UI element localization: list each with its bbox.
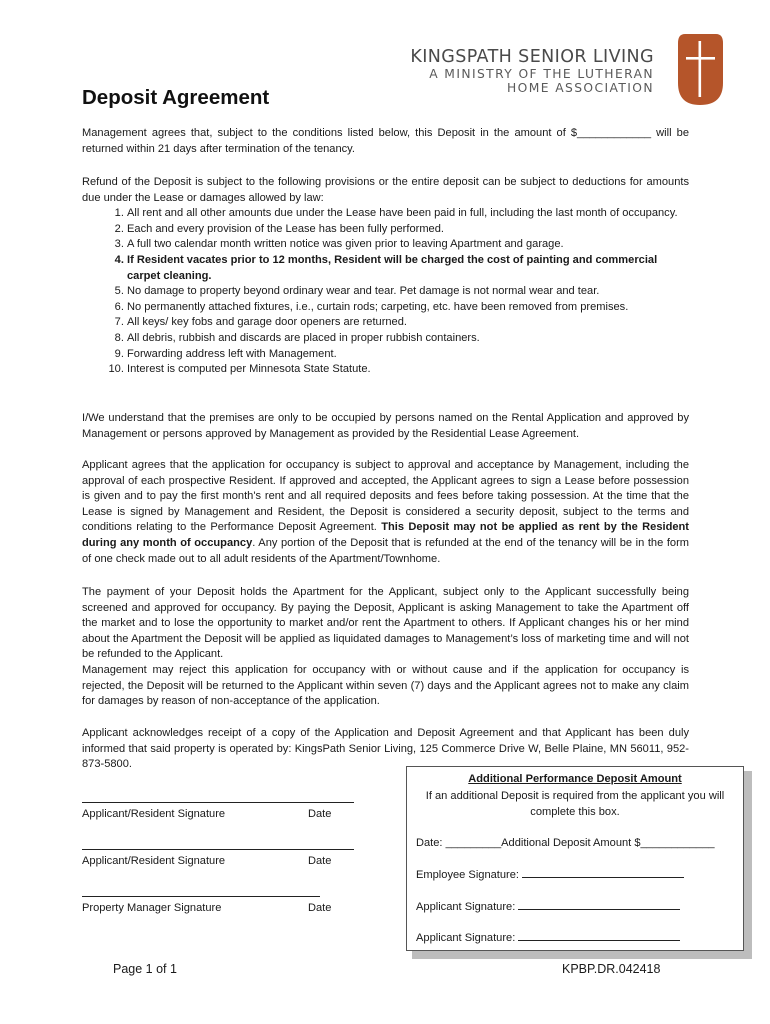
- employee-signature-blank[interactable]: [522, 877, 684, 878]
- box-subtitle-line: If an additional Deposit is required from the applicant you will: [425, 790, 725, 802]
- applicant-text-2: . Any portion of the Deposit that is refunded at the end of the tenancy will be in the form of one check made out to all adult residents of the Apartment/Townhome.: [82, 536, 690, 565]
- signature-line[interactable]: [82, 896, 320, 897]
- logo-text: [410, 47, 654, 95]
- condition-item: 8. All debris, rubbish and discards are placed in proper rubbish containers.: [127, 331, 689, 347]
- applicant-signature-label: Applicant Signature:: [416, 901, 516, 913]
- condition-item: 7. All keys/ key fobs and garage door openers are returned.: [127, 315, 689, 331]
- signature-row-2: [82, 849, 354, 867]
- refund-section: [82, 175, 689, 378]
- signature-label: Property Manager Signature: [82, 902, 222, 914]
- box-subtitle-line: complete this box.: [530, 805, 620, 818]
- payment-section: [82, 585, 689, 710]
- condition-item: 9. Forwarding address left with Management.: [127, 347, 689, 363]
- box-date-label: Date: _________: [416, 837, 502, 849]
- condition-item: 2. Each and every provision of the Lease has been fully performed.: [127, 222, 689, 238]
- condition-item-bold: 4. If Resident vacates prior to 12 months, Resident will be charged the cost of painting and commercial carpet cleaning.: [127, 253, 689, 284]
- condition-item: 5. No damage to property beyond ordinary wear and tear. Pet damage is not normal wear and tear.: [127, 284, 689, 300]
- applicant-text-1: Applicant agrees that the application for occupancy is subject to approval and acceptance by Management, including the approval of each prospective Resident. If approved and accepted, the Applicant agrees to sign a Lease before possession is given and to pay the first month's rent and all required deposits and fees before taking possession. At the time that the Lease is signed by Management and Resident, the Deposit is considered a security deposit, subject to the terms and conditions relating to the Performance Deposit Agreement.: [82, 459, 689, 534]
- payment-paragraph: The payment of your Deposit holds the Apartment for the Applicant, subject only to the Applicant successfully being screened and approved for occupancy. By paying the Deposit, Applicant is asking Management to take the Apartment off the market and to lose the opportunity to market and/or rent the Apartment to others. If Applicant changes his or her mind about the Apartment the Deposit will be applied as liquidated damages to Management’s loss of marketing time and will not be refunded to the Applicant.: [82, 586, 689, 661]
- additional-deposit-box: [406, 766, 744, 951]
- cross-logo-icon: [677, 33, 724, 106]
- document-title: Deposit Agreement: [82, 86, 270, 109]
- signature-row-1: [82, 802, 354, 820]
- conditions-list: [82, 206, 689, 378]
- box-amount-label: Additional Deposit Amount $____________: [501, 837, 715, 849]
- logo-line-3: HOME ASSOCIATION: [506, 81, 654, 95]
- employee-signature-label: Employee Signature:: [416, 869, 519, 881]
- condition-item: 1. All rent and all other amounts due under the Lease have been paid in full, including the last month of occupancy.: [127, 206, 689, 222]
- signature-line[interactable]: [82, 849, 354, 850]
- applicant-signature-label: Applicant Signature:: [416, 932, 516, 944]
- signature-row-3: [82, 896, 332, 914]
- applicant-signature-field-2[interactable]: [416, 932, 680, 944]
- reject-paragraph: Management may reject this application for occupancy with or without cause and if the application for occupancy is rejected, the Deposit will be returned to the Applicant within seven (7) days and the Applicant agrees not to make any claim for damages by reason of non-acceptance of the application.: [82, 663, 689, 708]
- applicant-text-bold: This Deposit may not be applied as rent by the Resident during any month of occupancy: [82, 521, 690, 549]
- acknowledge-paragraph: Applicant acknowledges receipt of a copy of the Application and Deposit Agreement and that Applicant has been duly informed that said property is operated by: KingsPath Senior Living, 125 Commerce Drive W, Belle Plaine, MN 56011, 952-873-5800.: [82, 727, 689, 771]
- intro-paragraph: Management agrees that, subject to the conditions listed below, this Deposit in the amount of $____________ will be returned within 21 days after termination of the tenancy.: [82, 127, 689, 155]
- document-code: KPBP.DR.042418: [562, 962, 661, 976]
- signature-label: Applicant/Resident Signature: [82, 855, 226, 867]
- date-label: Date: [308, 855, 332, 867]
- applicant-paragraph: [82, 458, 689, 567]
- condition-item: 10. Interest is computed per Minnesota State Statute.: [127, 362, 689, 378]
- logo-line-2: A MINISTRY OF THE LUTHERAN: [429, 67, 654, 81]
- date-label: Date: [308, 902, 332, 914]
- box-date-amount[interactable]: [416, 837, 715, 849]
- understand-paragraph: I/We understand that the premises are only to be occupied by persons named on the Rental Application and approved by Management or persons approved by Management as provided by the Residential Lease Agreement.: [82, 412, 689, 440]
- logo-line-1: KINGSPATH SENIOR LIVING: [410, 47, 654, 67]
- date-label: Date: [308, 808, 332, 820]
- applicant-signature-field-1[interactable]: [416, 901, 680, 913]
- condition-item: 6. No permanently attached fixtures, i.e., curtain rods; carpeting, etc. have been removed from premises.: [127, 300, 689, 316]
- refund-intro: Refund of the Deposit is subject to the following provisions or the entire deposit can be subject to deductions for amounts due under the Lease or damages allowed by law:: [82, 176, 689, 204]
- page-number: Page 1 of 1: [113, 962, 177, 976]
- box-title: Additional Performance Deposit Amount: [468, 773, 682, 785]
- box-subtitle: [407, 789, 743, 820]
- signature-label: Applicant/Resident Signature: [82, 808, 226, 820]
- condition-item: 3. A full two calendar month written notice was given prior to leaving Apartment and garage.: [127, 237, 689, 253]
- applicant-signature-blank[interactable]: [518, 909, 680, 910]
- applicant-signature-blank[interactable]: [518, 940, 680, 941]
- signature-line[interactable]: [82, 802, 354, 803]
- employee-signature-field[interactable]: [416, 869, 684, 881]
